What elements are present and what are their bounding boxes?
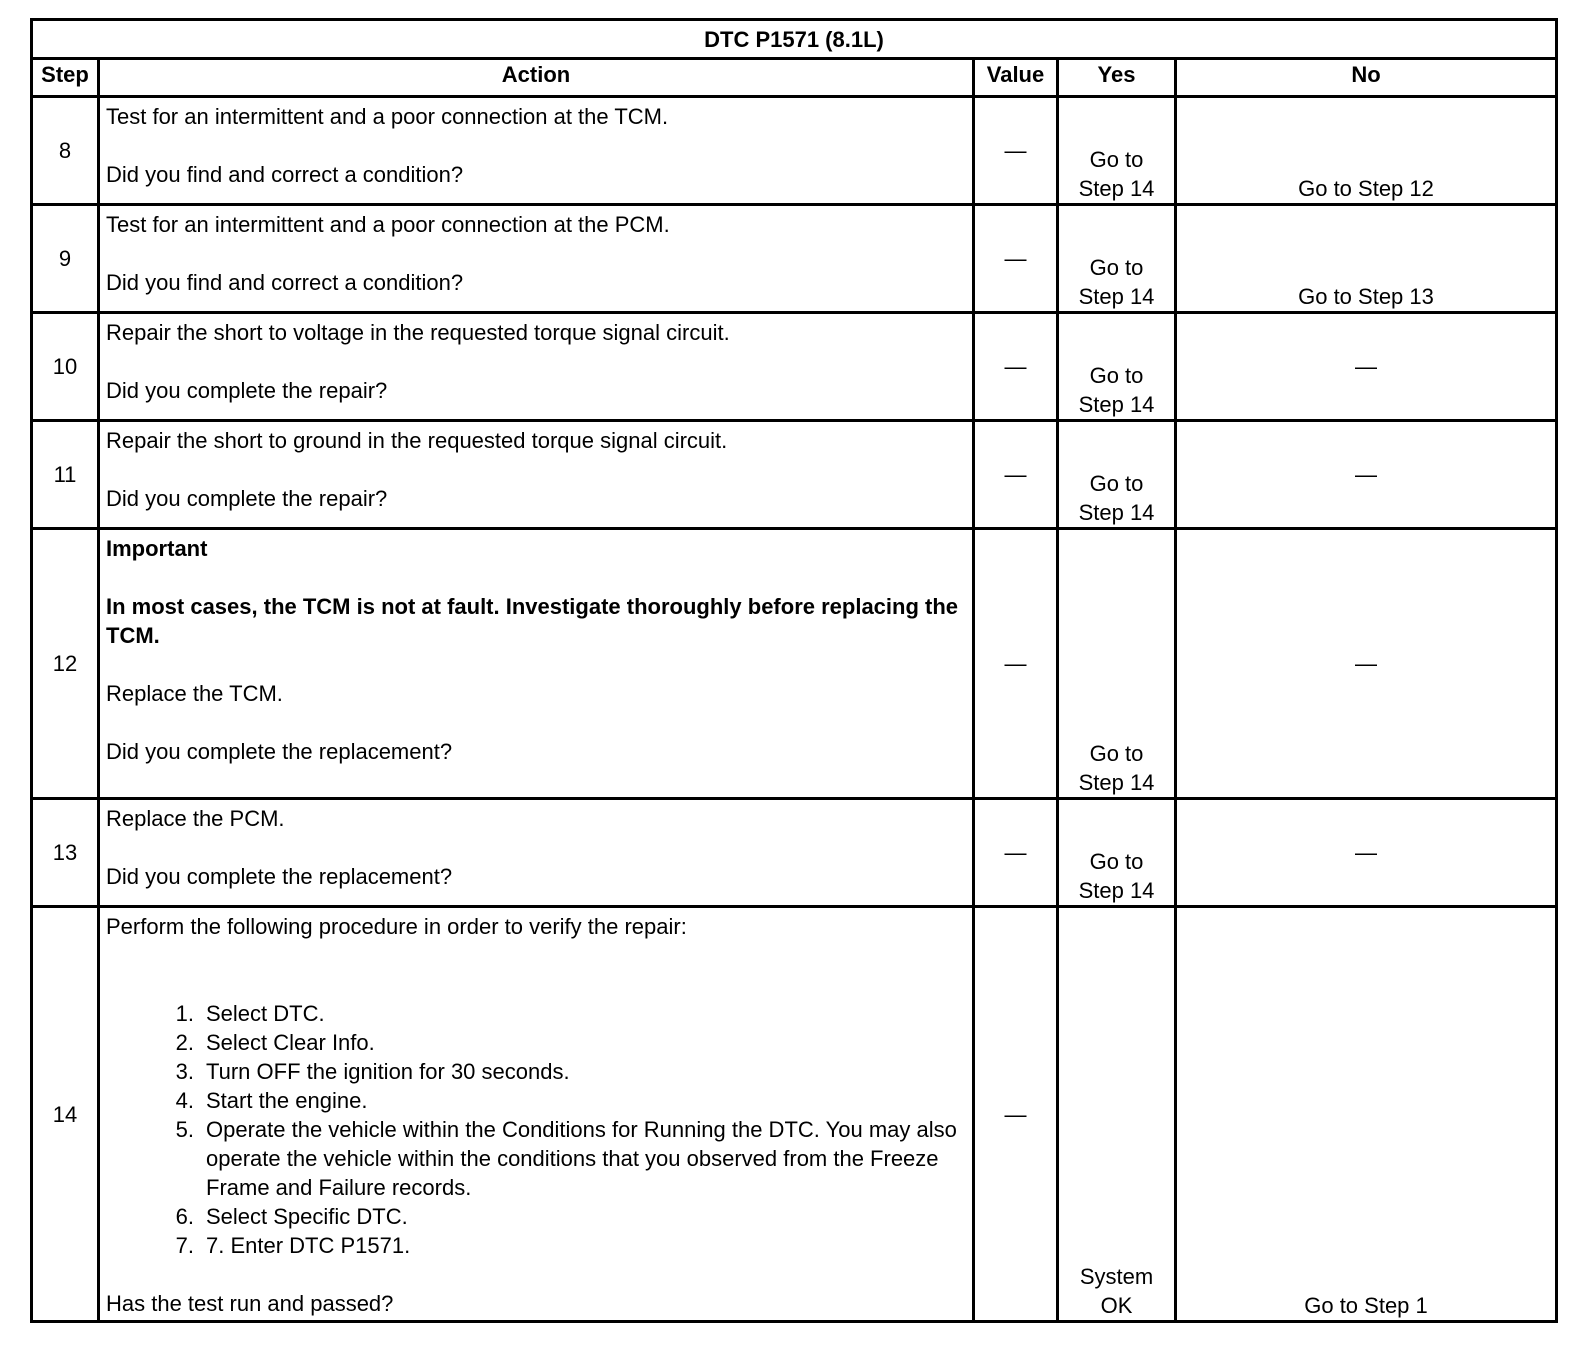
yes-line2: Step 14 [1078, 284, 1155, 309]
action-test: Repair the short to ground in the requested torque signal circuit. [106, 428, 728, 453]
no-cell: — [1176, 799, 1557, 907]
yes-line2: OK [1100, 1293, 1133, 1318]
list-item: 1. Select DTC. [175, 1001, 325, 1026]
step-number: 10 [32, 313, 99, 421]
yes-line1: Go to [1089, 741, 1144, 766]
no-cell: Go to Step 12 [1176, 97, 1557, 205]
action-test: Test for an intermittent and a poor connection at the TCM. [106, 104, 669, 129]
value-cell: — [974, 205, 1058, 313]
header-step: Step [32, 59, 99, 97]
list-item: 7. 7. Enter DTC P1571. [175, 1233, 411, 1258]
header-action: Action [99, 59, 974, 97]
action-question: Did you find and correct a condition? [106, 270, 464, 295]
step-number: 8 [32, 97, 99, 205]
no-cell: — [1176, 313, 1557, 421]
important-text: In most cases, the TCM is not at fault. Investigate thoroughly before replacing the TCM. [106, 594, 959, 648]
table-row [32, 799, 1557, 907]
value-cell: — [974, 907, 1058, 1322]
table-row [32, 907, 1557, 1322]
important-label: Important [106, 536, 208, 561]
yes-cell [1058, 529, 1176, 799]
yes-line1: Go to [1089, 363, 1144, 388]
no-cell: — [1176, 529, 1557, 799]
action-test: Perform the following procedure in order to verify the repair: [106, 914, 687, 939]
value-cell: — [974, 97, 1058, 205]
action-question: Did you complete the replacement? [106, 864, 453, 889]
list-item: 5. Operate the vehicle within the Conditions for Running the DTC. You may also operate the vehicle within the conditions that you observed from the Freeze Frame and Failure records. [175, 1117, 957, 1200]
step-number: 14 [32, 907, 99, 1322]
yes-line2: Step 14 [1078, 878, 1155, 903]
yes-line2: Step 14 [1078, 500, 1155, 525]
yes-cell [1058, 313, 1176, 421]
action-cell [99, 205, 974, 313]
yes-cell [1058, 907, 1176, 1322]
value-cell: — [974, 799, 1058, 907]
yes-line1: Go to [1089, 471, 1144, 496]
table-row [32, 529, 1557, 799]
action-test: Repair the short to voltage in the requested torque signal circuit. [106, 320, 730, 345]
action-cell [99, 907, 974, 1322]
yes-line1: Go to [1089, 255, 1144, 280]
yes-line2: Step 14 [1078, 392, 1155, 417]
value-cell: — [974, 313, 1058, 421]
yes-line1: Go to [1089, 849, 1144, 874]
action-cell [99, 799, 974, 907]
table-row [32, 97, 1557, 205]
table-row [32, 313, 1557, 421]
action-test: Replace the PCM. [106, 806, 285, 831]
value-cell: — [974, 421, 1058, 529]
no-cell: Go to Step 13 [1176, 205, 1557, 313]
no-cell: — [1176, 421, 1557, 529]
step-number: 13 [32, 799, 99, 907]
action-cell [99, 97, 974, 205]
yes-cell [1058, 799, 1176, 907]
action-test: Replace the TCM. [106, 681, 283, 706]
action-cell [99, 421, 974, 529]
action-cell [99, 529, 974, 799]
procedure-list [106, 999, 966, 1260]
list-item: 6. Select Specific DTC. [175, 1204, 408, 1229]
action-test: Test for an intermittent and a poor connection at the PCM. [106, 212, 670, 237]
header-value: Value [974, 59, 1058, 97]
table-row [32, 205, 1557, 313]
yes-line1: Go to [1089, 147, 1144, 172]
header-yes: Yes [1058, 59, 1176, 97]
list-item: 4. Start the engine. [175, 1088, 368, 1113]
yes-cell [1058, 97, 1176, 205]
step-number: 9 [32, 205, 99, 313]
action-cell [99, 313, 974, 421]
list-item: 3. Turn OFF the ignition for 30 seconds. [175, 1059, 570, 1084]
step-number: 11 [32, 421, 99, 529]
no-cell: Go to Step 1 [1176, 907, 1557, 1322]
list-item: 2. Select Clear Info. [175, 1030, 375, 1055]
table-title: DTC P1571 (8.1L) [32, 20, 1557, 59]
table-row [32, 421, 1557, 529]
yes-line2: Step 14 [1078, 770, 1155, 795]
header-no: No [1176, 59, 1557, 97]
action-question: Did you complete the replacement? [106, 739, 453, 764]
action-question: Has the test run and passed? [106, 1291, 394, 1316]
header-row [32, 59, 1557, 97]
yes-line2: Step 14 [1078, 176, 1155, 201]
action-question: Did you find and correct a condition? [106, 162, 464, 187]
action-question: Did you complete the repair? [106, 486, 388, 511]
step-number: 12 [32, 529, 99, 799]
action-question: Did you complete the repair? [106, 378, 388, 403]
yes-cell [1058, 205, 1176, 313]
value-cell: — [974, 529, 1058, 799]
yes-cell [1058, 421, 1176, 529]
yes-line1: System [1079, 1264, 1154, 1289]
dtc-table [30, 18, 1558, 1323]
